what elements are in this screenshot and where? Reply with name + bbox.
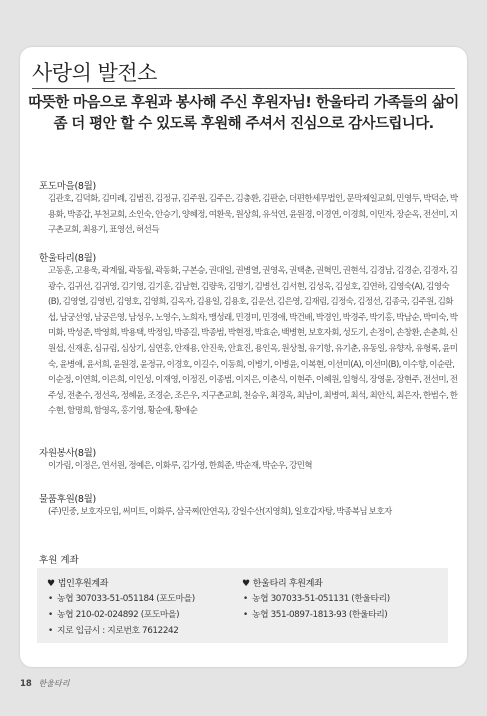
section-title-volunteer: 자원봉사(8월) bbox=[39, 448, 96, 459]
volunteer-list: 이가림, 이정은, 연서원, 정예은, 이화루, 김가영, 한희준, 박순재, 박순우, 강민혁 bbox=[48, 461, 313, 471]
accounts-box bbox=[37, 568, 448, 643]
goods-donor-list: (주)민중, 보호자모임, 써미트, 이화루, 삼국찌(안연옥), 강일수산(지영희), 일호갑자탕, 박종복님 보호자 bbox=[48, 507, 392, 517]
corporate-account-title: 법인후원계좌 bbox=[57, 579, 109, 589]
account-item: • 농협 307033-51-051184 (포도마을) bbox=[47, 591, 237, 607]
account-item: • 농협 351-0897-1813-93 (한울타리) bbox=[242, 607, 442, 623]
account-item: • 농협 210-02-024892 (포도마을) bbox=[47, 607, 237, 623]
hanultari-account-column bbox=[242, 577, 442, 623]
page-footer bbox=[20, 678, 69, 689]
hanultari-donor-list: 고동훈, 고용욱, 곽계월, 곽동월, 곽동화, 구본승, 권대일, 권병열, 권영옥, 권택춘, 권혁민, 권현석, 김경남, 김경순, 김경자, 김광수, 김귀선, 김귀영, 김기영, 김기훈, 김남현, 김량욱, 김명기, 김병선, 김서현, 김성옥, 김성호, 김연하, 김영숙(A), 김영숙(B), 김영열, 김영빈, 김영호, 김영희, 김옥자, 김용일, 김용호, 김운선, 김은영, 김재림, 김정숙, 김정선, 김종국, 김주원, 김화섭, 남궁선영, 남궁은영, 남성우, 노영수, 노희자, 맹성래, 민경미, 민경애, 박건배, 박경인, 박경주, 박기홍, 박남순, 박미숙, 박미화, 박성준, 박영희, 박용택, 박정임, 박종길, 박종범, 박현정, 박효순, 백병현, 보호자회, 성도기, 손정이, 손창환, 손춘희, 신원섭, 신재훈, 심규림, 심상기, 심연홍, 안재용, 안진욱, 안효진, 용인옥, 원상철, 유기항, 유기춘, 유동일, 유향자, 유형록, 윤미숙, 윤병애, 윤서희, 윤원경, 윤정규, 이경호, 이길수, 이동희, 이병기, 이병윤, 이복현, 이선미(A), 이선미(B), 이수향, 이순란, 이순정, 이연희, 이은희, 이인성, 이재영, 이정진, 이종범, 이지은, 이춘식, 이현주, 이혜원, 임형식, 장영윤, 장현주, 전선미, 전주성, 전춘수, 정선옥, 정혜윤, 조경순, 조은우, 지구촌교회, 천승우, 최경옥, 최남이, 최병여, 최석, 최안식, 최은자, 한범수, 한수현, 함명희, 함영옥, 홍기영, 황순애, 황애순 bbox=[48, 266, 458, 417]
page-title: 사랑의 발전소 bbox=[32, 61, 157, 85]
title-divider bbox=[32, 88, 455, 89]
corporate-account-column bbox=[47, 577, 237, 639]
page-number: 18 bbox=[20, 679, 32, 689]
accounts-heading: 후원 계좌 bbox=[39, 555, 79, 566]
section-title-hanultari: 한울타리(8월) bbox=[39, 253, 96, 264]
heart-icon: ♥ bbox=[47, 579, 55, 589]
section-title-goods: 물품후원(8월) bbox=[39, 494, 96, 505]
account-item: • 지로 입금시 : 지로번호 7612242 bbox=[47, 623, 237, 639]
account-item: • 농협 307033-51-051131 (한울타리) bbox=[242, 591, 442, 607]
intro-text: 따뜻한 마음으로 후원과 봉사해 주신 후원자님! 한울타리 가족들의 삶이 좀 더 평안 할 수 있도록 후원해 주셔서 진심으로 감사드립니다. bbox=[28, 95, 459, 132]
heart-icon: ♥ bbox=[242, 579, 250, 589]
section-title-podo: 포도마을(8월) bbox=[39, 181, 96, 192]
hanultari-account-title: 한울타리 후원계좌 bbox=[252, 579, 323, 589]
podo-donor-list: 김관호, 김덕화, 김미례, 김범진, 김정규, 김주원, 김주은, 김충환, 김판순, 더편한세무법인, 문막제일교회, 민영두, 박덕순, 박용화, 박종갑, 부천교회, 소인숙, 안승기, 양혜정, 여환욱, 원상희, 유석연, 윤원경, 이경연, 이경희, 이민자, 장순옥, 전선미, 지구촌교회, 최용기, 표영선, 허선득 bbox=[48, 194, 458, 236]
footer-logo: 한울타리 bbox=[38, 679, 70, 688]
content-card bbox=[20, 47, 467, 667]
